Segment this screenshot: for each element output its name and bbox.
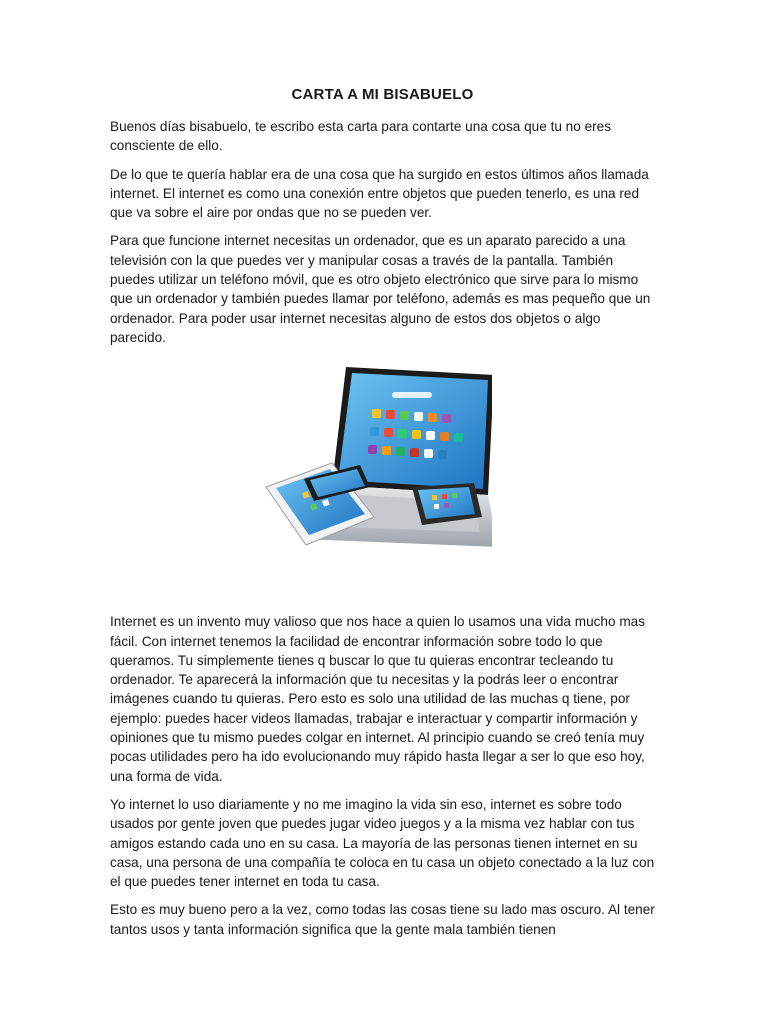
devices-illustration	[262, 367, 492, 562]
paragraph-4: Internet es un invento muy valioso que nos hace a quien lo usamos una vida mucho mas fácil. Con internet tenemos la facilidad de encontrar información sobre todo lo que queramos. Tu simplemente tienes q buscar lo que tu quieras encontrar tecleando tu ordenador. Te aparecerá la información que tu necesitas y la podrás leer o encontrar imágenes cuando tu quieras. Pero esto es solo una utilidad de las muchas q tiene, por ejemplo: puedes hacer videos llamadas, trabajar e interactuar y compartir información y opiniones que tu mismo puedes colgar en internet. Al principio cuando se creó tenía muy pocas utilidades pero ha ido evolucionando muy rápido hasta llegar a ser lo que eso hoy, una forma de vida.	[110, 614, 646, 784]
paragraph-2: De lo que te quería hablar era de una cosa que ha surgido en estos últimos años llamada internet. El internet es como una conexión entre objetos que pueden tenerlo, es una red que va sobre el aire por ondas que no se pueden ver.	[110, 166, 649, 221]
document-title: CARTA A MI BISABUELO	[291, 86, 474, 103]
paragraph-1: Buenos días bisabuelo, te escribo esta carta para contarte una cosa que tu no eres consciente de ello.	[110, 119, 612, 154]
paragraph-6: Esto es muy bueno pero a la vez, como todas las cosas tiene su lado mas oscuro. Al tener tantos usos y tanta información significa que la gente mala también tienen	[110, 902, 655, 937]
document-page	[110, 86, 655, 948]
paragraph-3: Para que funcione internet necesitas un ordenador, que es un aparato parecido a una televisión con la que puedes ver y manipular cosas a través de la pantalla. También puedes utilizar un teléfono móvil, que es otro objeto electrónico que sirve para lo mismo que un ordenador y también puedes llamar por teléfono, además es mas pequeño que un ordenador. Para poder usar internet necesitas alguno de estos dos objetos o algo parecido.	[110, 233, 651, 345]
paragraph-5: Yo internet lo uso diariamente y no me imagino la vida sin eso, internet es sobre todo usados por gente joven que puedes jugar video juegos y a la misma vez hablar con tus amigos estando cada uno en su casa. La mayoría de las personas tienen internet en su casa, una persona de una compañía te coloca en tu casa un objeto conectado a la luz con el que puedes tener internet en toda tu casa.	[110, 796, 655, 890]
devices-image	[262, 367, 492, 562]
